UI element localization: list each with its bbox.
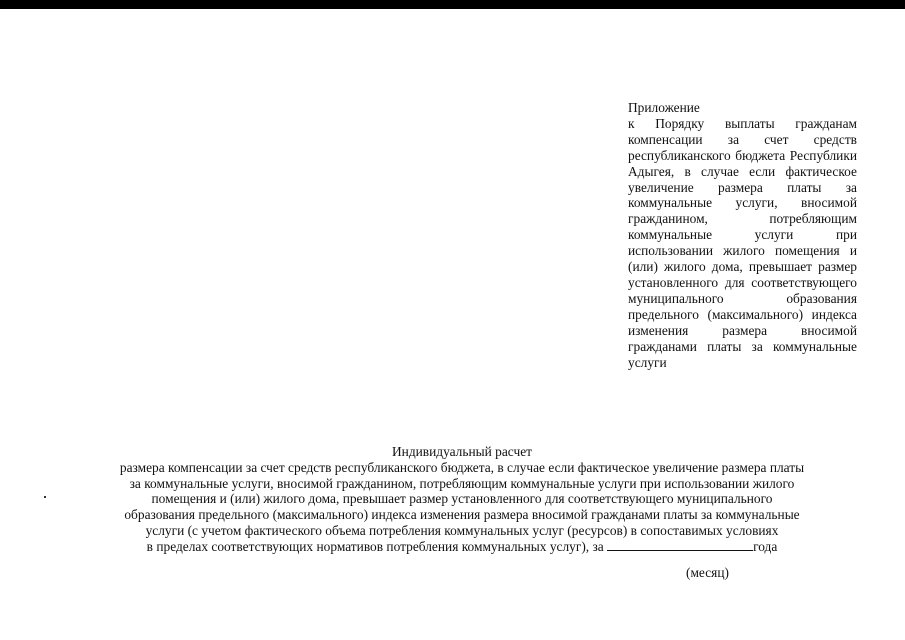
calculation-line-1: размера компенсации за счет средств республиканского бюджета, в случае если фактическое увеличение размера платы <box>119 459 805 475</box>
calculation-line-5: услуги (с учетом фактического объема потребления коммунальных услуг (ресурсов) в сопоставимых условиях <box>145 522 779 538</box>
month-blank-line <box>607 549 753 551</box>
calculation-line-4: образования предельного (максимального) индекса изменения размера вносимой гражданами платы за коммунальные <box>124 507 800 523</box>
month-caption: (месяц) <box>686 565 729 580</box>
calculation-line-2: за коммунальные услуги, вносимой гражданином, потребляющим коммунальные услуги при использовании жилого <box>129 475 795 491</box>
calculation-line-3: помещения и (или) жилого дома, превышает размер установленного для соответствующего муниципального <box>151 491 773 507</box>
appendix-block <box>628 100 857 370</box>
top-border <box>0 0 905 9</box>
calculation-heading: Индивидуальный расчет <box>391 444 532 459</box>
appendix-text: к Порядку выплаты гражданам компенсации за счет средств республиканского бюджета Республики Адыгея, в случае если фактическое увеличение размера платы за коммунальные услуги, вносимой гражданином, потребляющим коммунальные услуги при использовании жилого помещения и (или) жилого дома, превышает размер установленного для соответствующего муниципального образования предельного (максимального) индекса изменения размера вносимой гражданами платы за коммунальные услуги <box>628 115 857 370</box>
scan-speck <box>44 496 46 498</box>
appendix-title: Приложение <box>628 100 700 115</box>
last-line-prefix: в пределах соответствующих нормативов потребления коммунальных услуг), за <box>146 538 604 554</box>
calculation-last-line <box>40 539 884 555</box>
last-line-suffix: года <box>753 538 778 554</box>
calculation-block <box>40 444 884 555</box>
